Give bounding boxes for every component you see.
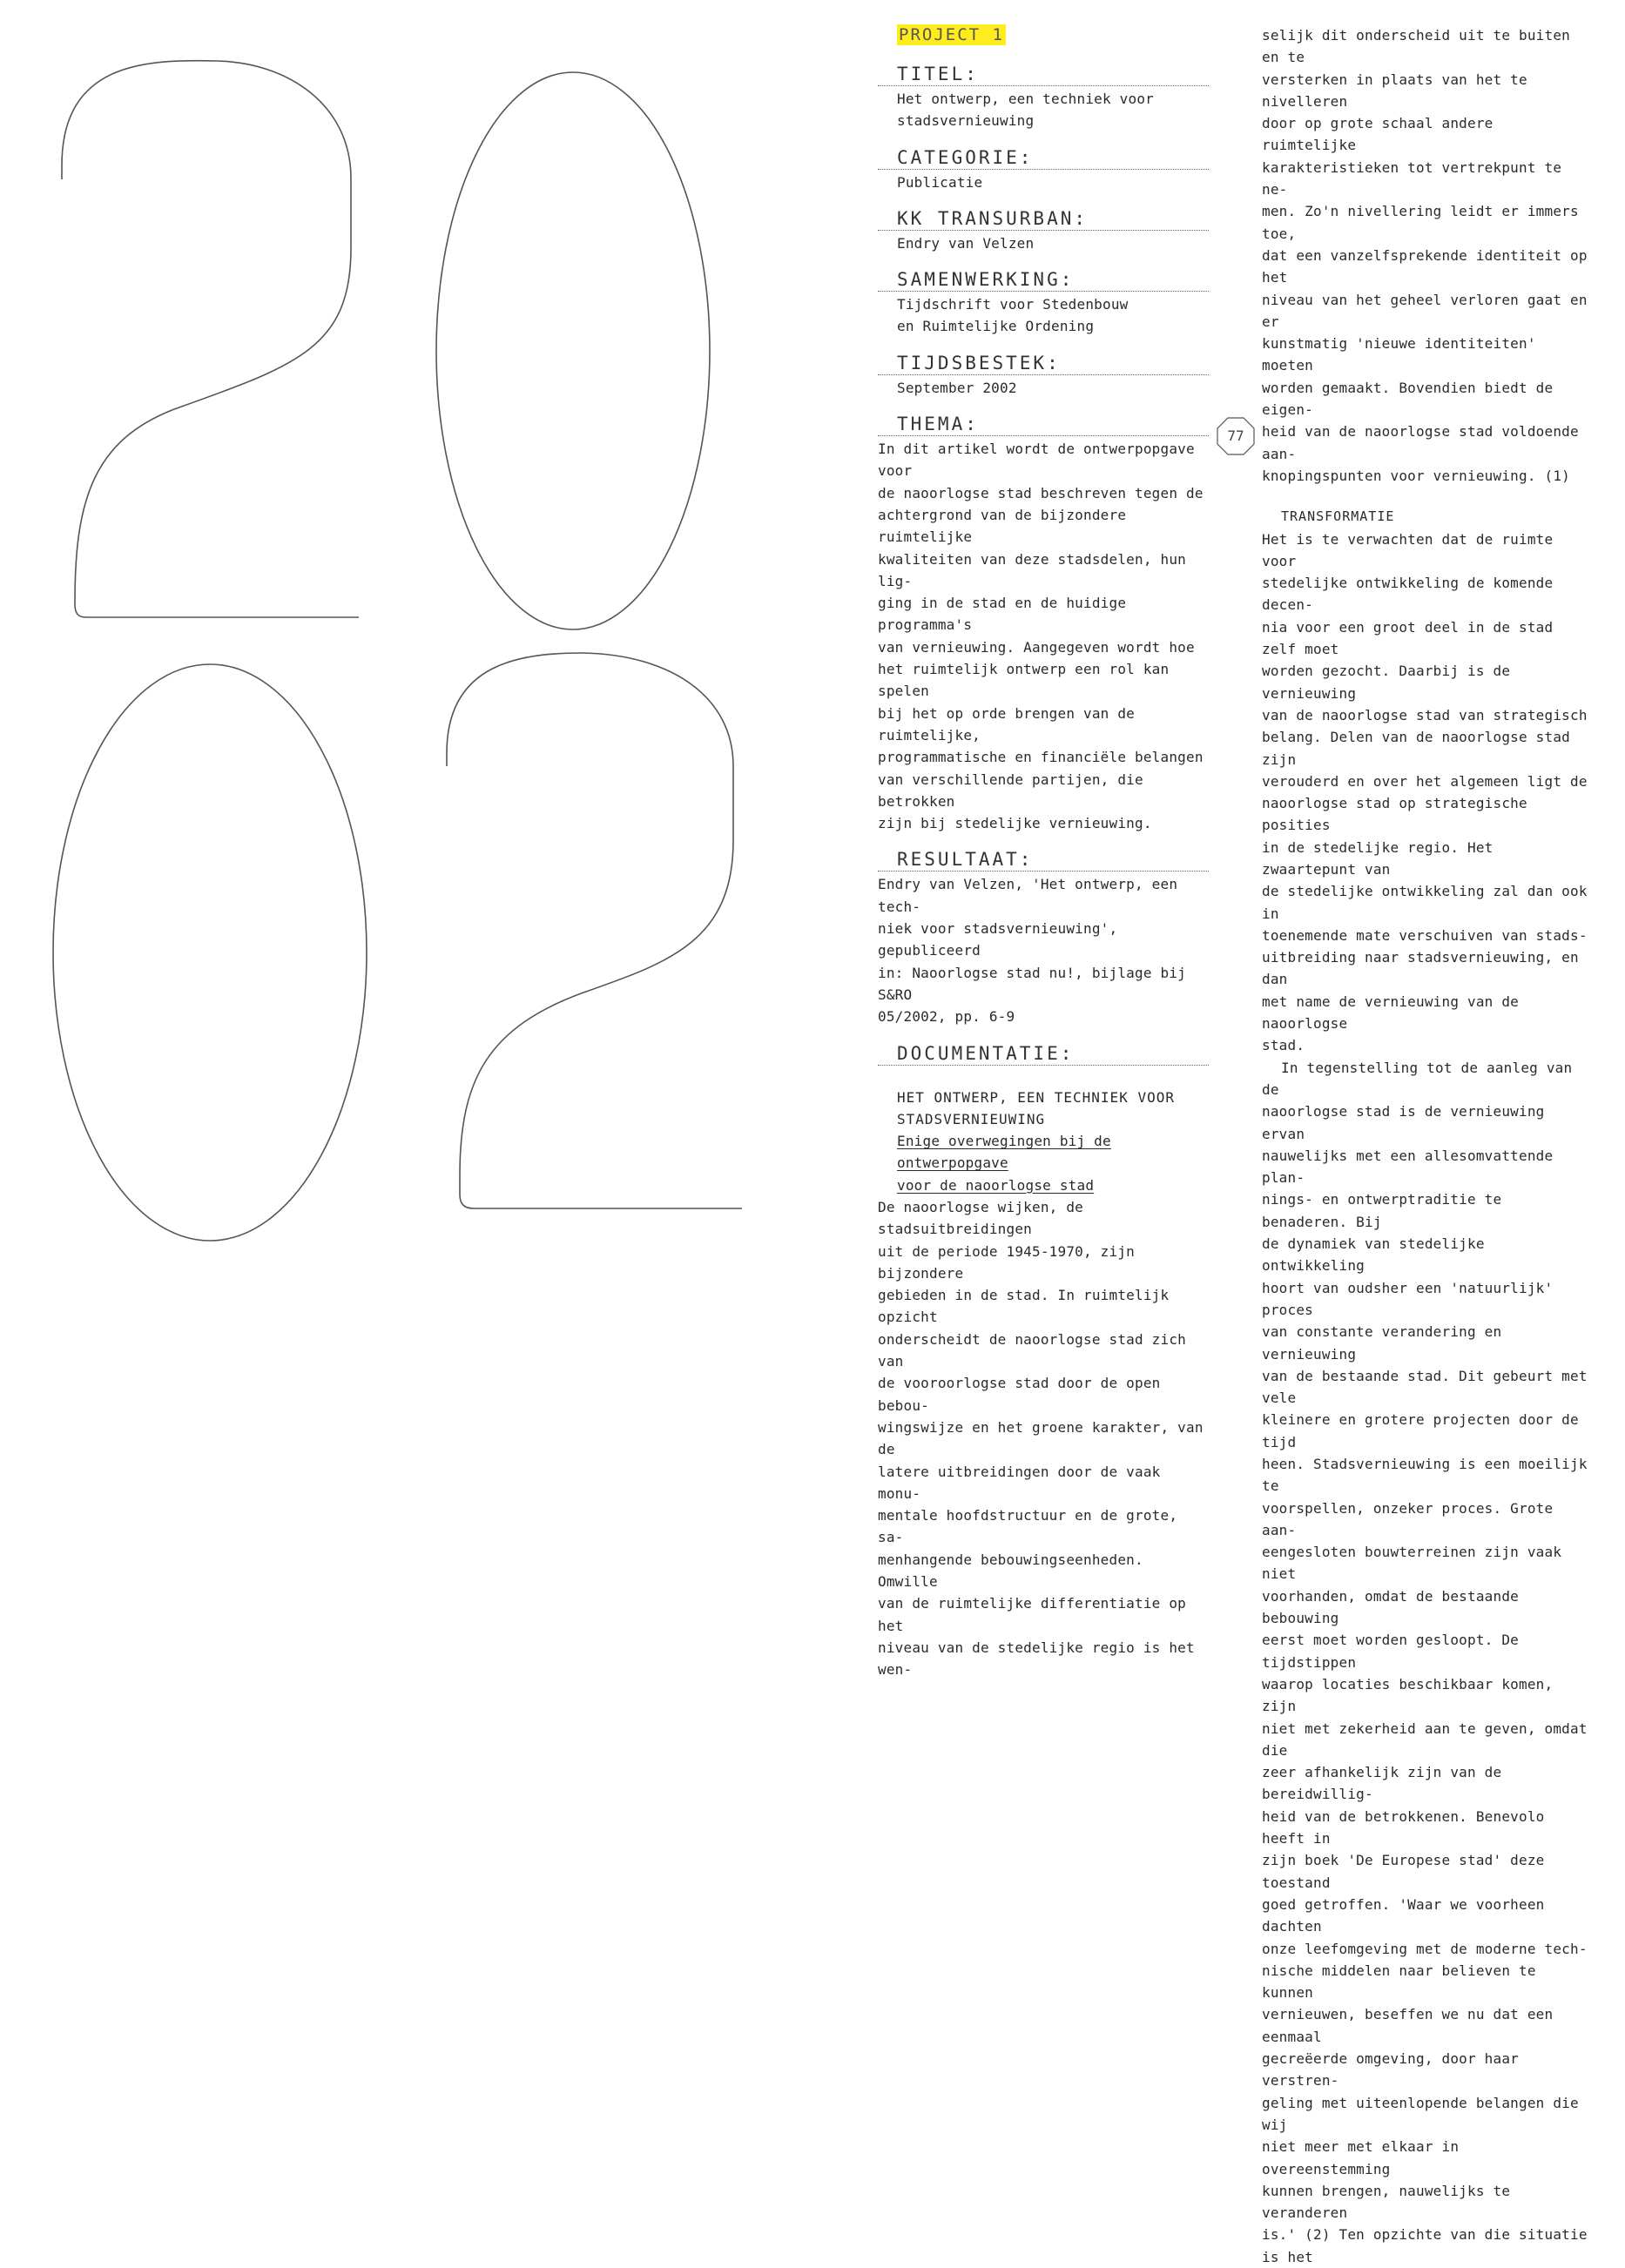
text-line: van verschillende partijen, die betrokken (878, 771, 1143, 810)
divider (878, 230, 1209, 231)
divider (878, 169, 1209, 170)
text-line: achtergrond van de bijzondere ruimtelijke (878, 506, 1127, 546)
text-line: onze leefomgeving met de moderne tech- (1262, 1940, 1588, 1957)
text-line: Enige overwegingen bij de ontwerpopgave (897, 1133, 1111, 1172)
text-line: menhangende bebouwingseenheden. Omwille (878, 1551, 1143, 1591)
divider (878, 374, 1209, 375)
text-line: gebieden in de stad. In ruimtelijk opzicht (878, 1287, 1170, 1326)
right-column (1262, 24, 1595, 2268)
project-fields (878, 63, 1209, 399)
text-line: eengesloten bouwterreinen zijn vaak niet (1262, 1544, 1562, 1583)
text-line: stedelijke ontwikkeling de komende decen- (1262, 575, 1554, 614)
divider (878, 435, 1209, 436)
text-line: zijn bij stedelijke vernieuwing. (878, 815, 1152, 832)
text-line: geling met uiteenlopende belangen die wij (1262, 2094, 1579, 2133)
field-categorie (878, 146, 1209, 193)
text-line: voorhanden, omdat de bestaande bebouwing (1262, 1587, 1519, 1627)
paragraph (1262, 528, 1595, 1057)
text-line: met name de vernieuwing van de naoorlogse (1262, 993, 1519, 1033)
large-year-graphic (0, 0, 749, 1245)
text-line: wingswijze en het groene karakter, van de (878, 1418, 1204, 1458)
text-line: eerst moet worden gesloopt. De tijdstippen (1262, 1632, 1519, 1671)
text-line: de dynamiek van stedelijke ontwikkeling (1262, 1235, 1485, 1275)
thema-label: THEMA: (897, 414, 979, 435)
text-line: van de ruimtelijke differentiatie op het (878, 1595, 1186, 1634)
text-line: ging in de stad en de huidige programma's (878, 595, 1127, 634)
field-value (897, 172, 1209, 193)
page-number: 77 (1227, 427, 1244, 444)
digit-2-top-left (62, 61, 359, 617)
resultaat-text (878, 873, 1209, 1027)
text-line: de stedelijke ontwikkeling zal dan ook in (1262, 883, 1588, 922)
field-kk-transurban (878, 207, 1209, 254)
text-line: in: Naoorlogse stad nu!, bijlage bij S&RO (878, 964, 1186, 1003)
text-line: Publicatie (897, 173, 983, 191)
text-line: kunstmatig 'nieuwe identiteiten' moeten (1262, 335, 1536, 374)
divider (878, 871, 1209, 872)
page-number-badge (1214, 414, 1258, 458)
field-samenwerking (878, 268, 1209, 338)
text-line: niet met zekerheid aan te geven, omdat die (1262, 1720, 1588, 1759)
text-line: door op grote schaal andere ruimtelijke (1262, 115, 1494, 154)
text-line: versterken in plaats van het te nivelleren (1262, 71, 1527, 110)
text-line: Het is te verwachten dat de ruimte voor (1262, 530, 1554, 569)
text-line: worden gezocht. Daarbij is de vernieuwing (1262, 663, 1511, 702)
text-line: niveau van het geheel verloren gaat en er (1262, 291, 1588, 330)
text-line: hoort van oudsher een 'natuurlijk' proces (1262, 1279, 1554, 1318)
text-line: mentale hoofdstructuur en de grote, sa- (878, 1507, 1178, 1546)
text-line: gecreëerde omgeving, door haar verstren- (1262, 2050, 1519, 2090)
text-line: het ruimtelijk ontwerp een rol kan spelen (878, 661, 1170, 700)
digit-0-top-right (436, 72, 710, 629)
text-line: van de naoorlogse stad van strategisch (1262, 706, 1588, 723)
text-line: de naoorlogse stad beschreven tegen de (878, 484, 1204, 501)
text-line: heid van de naoorlogse stad voldoende aan- (1262, 423, 1579, 462)
text-line: waarop locaties beschikbaar komen, zijn (1262, 1675, 1554, 1715)
text-line: nings- en ontwerptraditie te benaderen. Bij (1262, 1191, 1502, 1230)
text-line: voor de naoorlogse stad (897, 1176, 1095, 1194)
text-line: programmatische en financiële belangen (878, 749, 1204, 766)
text-line: 05/2002, pp. 6-9 (878, 1008, 1015, 1026)
text-line: niek voor stadsvernieuwing', gepubliceerd (878, 920, 1118, 959)
text-line: in de stedelijke regio. Het zwaartepunt van (1262, 838, 1494, 878)
text-line: HET ONTWERP, EEN TECHNIEK VOOR (897, 1088, 1175, 1106)
field-value (897, 232, 1209, 254)
thema-text (878, 438, 1209, 834)
resultaat-section (878, 848, 1209, 1027)
field-value (897, 377, 1209, 399)
text-line: toenemende mate verschuiven van stads- (1262, 926, 1588, 944)
paragraph (1262, 1057, 1595, 2268)
text-line: en Ruimtelijke Ordening (897, 318, 1095, 335)
divider (878, 1065, 1209, 1066)
text-line: van de bestaande stad. Dit gebeurt met vele (1262, 1367, 1588, 1407)
text-line: Endry van Velzen (897, 234, 1035, 252)
text-line: naoorlogse stad is de vernieuwing ervan (1262, 1103, 1545, 1142)
resultaat-label: RESULTAAT: (897, 849, 1034, 871)
left-column (878, 24, 1209, 1681)
text-line: heid van de betrokkenen. Benevolo heeft in (1262, 1807, 1545, 1847)
text-line: kunnen brengen, nauwelijks te veranderen (1262, 2182, 1511, 2222)
text-line: De naoorlogse wijken, de stadsuitbreidingen (878, 1198, 1083, 1238)
text-line: men. Zo'n nivellering leidt er immers toe, (1262, 203, 1579, 242)
thema-section (878, 413, 1209, 834)
section-heading: TRANSFORMATIE (1281, 508, 1395, 525)
documentatie-label: DOCUMENTATIE: (897, 1042, 1075, 1064)
text-line: selijk dit onderscheid uit te buiten en te (1262, 27, 1570, 66)
text-line: kwaliteiten van deze stadsdelen, hun lig- (878, 550, 1186, 589)
text-line: Endry van Velzen, 'Het ontwerp, een tech- (878, 876, 1178, 915)
field-label: TIJDSBESTEK: (897, 352, 1061, 374)
paragraph (1262, 24, 1595, 487)
text-line: heen. Stadsvernieuwing is een moeilijk te (1262, 1456, 1588, 1495)
text-line: uitbreiding naar stadsvernieuwing, en dan (1262, 949, 1579, 988)
text-line: de vooroorlogse stad door de open bebou- (878, 1375, 1161, 1414)
text-line: uit de periode 1945-1970, zijn bijzondere (878, 1242, 1135, 1282)
text-line: niet meer met elkaar in overeenstemming (1262, 2138, 1460, 2177)
field-titel (878, 63, 1209, 132)
project-tag: PROJECT 1 (899, 25, 1004, 44)
text-line: verouderd en over het algemeen ligt de (1262, 772, 1588, 790)
field-label: CATEGORIE: (897, 146, 1034, 168)
text-line: worden gemaakt. Bovendien biedt de eigen- (1262, 379, 1554, 419)
text-line: van vernieuwing. Aangegeven wordt hoe (878, 638, 1195, 656)
text-line: Tijdschrift voor Stedenbouw (897, 296, 1129, 313)
text-line: niveau van de stedelijke regio is het wen- (878, 1639, 1195, 1679)
text-line: voorspellen, onzeker proces. Grote aan- (1262, 1499, 1554, 1538)
text-line: latere uitbreidingen door de vaak monu- (878, 1463, 1161, 1502)
text-line: September 2002 (897, 379, 1017, 396)
text-line: goed getroffen. 'Waar we voorheen dachten (1262, 1895, 1545, 1935)
article-heading (897, 1087, 1209, 1131)
text-line: karakteristieken tot vertrekpunt te ne- (1262, 158, 1562, 199)
text-line: van constante verandering en vernieuwing (1262, 1323, 1502, 1363)
divider (878, 85, 1209, 86)
field-tijdsbestek (878, 352, 1209, 399)
text-line: stad. (1262, 1037, 1305, 1054)
text-line: naoorlogse stad op strategische posities (1262, 795, 1527, 834)
text-line: nia voor een groot deel in de stad zelf moet (1262, 618, 1554, 658)
text-line: In tegenstelling tot de aanleg van de (1262, 1059, 1573, 1098)
text-line: stadsvernieuwing (897, 112, 1035, 130)
text-line: onderscheidt de naoorlogse stad zich van (878, 1330, 1186, 1370)
text-line: bij het op orde brengen van de ruimtelijke, (878, 704, 1135, 744)
text-line: is.' (2) Ten opzichte van die situatie is het (1262, 2226, 1588, 2265)
field-value (897, 88, 1209, 132)
article-body (878, 1196, 1209, 1681)
text-line: STADSVERNIEUWING (897, 1110, 1046, 1127)
text-line: nauwelijks met een allesomvattende plan- (1262, 1147, 1554, 1187)
text-line: zeer afhankelijk zijn van de bereidwillig- (1262, 1764, 1502, 1803)
text-line: In dit artikel wordt de ontwerpopgave voor (878, 441, 1195, 480)
field-label: SAMENWERKING: (897, 269, 1075, 291)
digit-0-bottom-left (53, 664, 367, 1241)
documentatie-section (878, 1042, 1209, 1681)
text-line: dat een vanzelfsprekende identiteit op het (1262, 246, 1588, 286)
digit-2-bottom-right (447, 653, 742, 1208)
text-line: nische middelen naar believen te kunnen (1262, 1962, 1536, 2002)
divider (878, 291, 1209, 292)
field-value (897, 293, 1209, 338)
text-line: vernieuwen, beseffen we nu dat een eenmaal (1262, 2006, 1554, 2045)
text-line: zijn boek 'De Europese stad' deze toestand (1262, 1852, 1545, 1891)
text-line: Het ontwerp, een techniek voor (897, 91, 1154, 107)
field-label: KK TRANSURBAN: (897, 207, 1089, 229)
text-line: kleinere en grotere projecten door de tijd (1262, 1411, 1579, 1450)
text-line: belang. Delen van de naoorlogse stad zijn (1262, 729, 1570, 768)
field-label: TITEL: (897, 64, 979, 84)
article-subheading (897, 1130, 1209, 1196)
text-line: knopingspunten voor vernieuwing. (1) (1262, 467, 1570, 484)
